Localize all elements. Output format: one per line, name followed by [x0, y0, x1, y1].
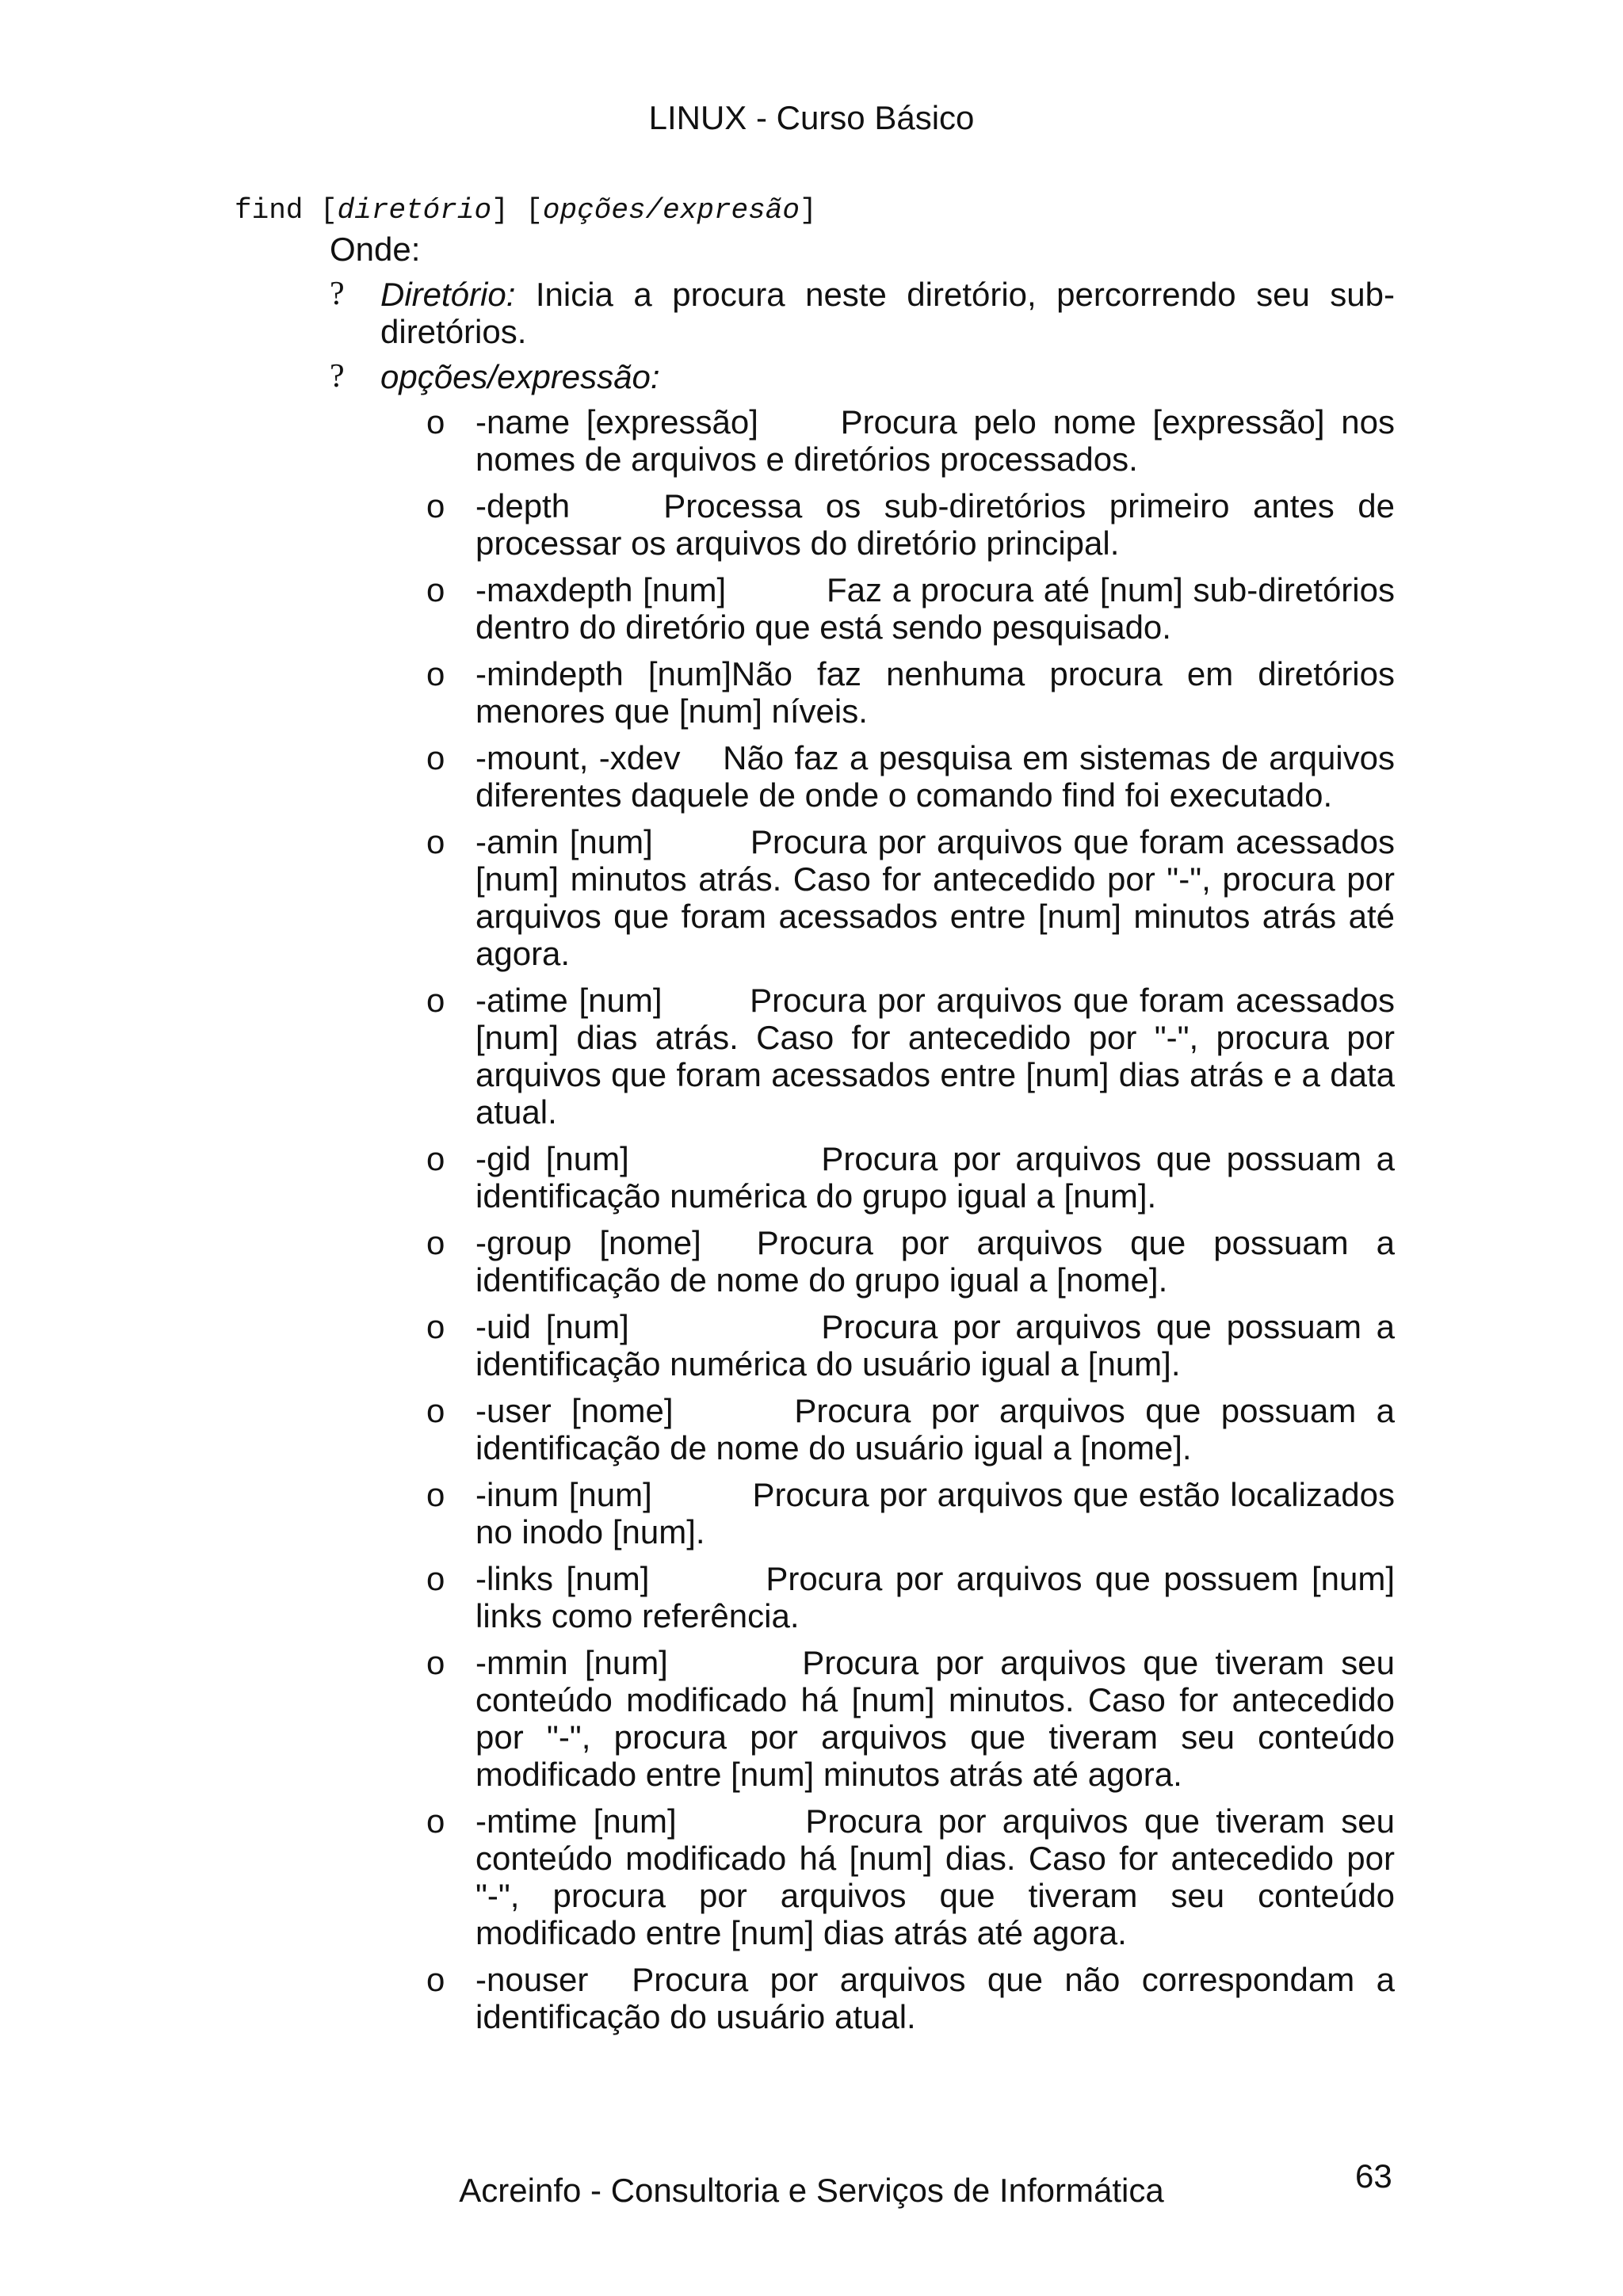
option-bullet: o	[426, 1802, 445, 1840]
option-flag: -name [expressão]	[475, 403, 758, 441]
option-bullet: o	[426, 571, 445, 608]
page-footer: Acreinfo - Consultoria e Serviços de Informática	[459, 2172, 1164, 2209]
option-description: Procura por arquivos que possuem [num] links como referência.	[475, 1560, 1395, 1634]
option-bullet: o	[426, 1392, 445, 1429]
param-term: Diretório:	[380, 276, 516, 313]
option-description: Não faz a pesquisa em sistemas de arquivos diferentes daquele de onde o comando find foi executado.	[475, 739, 1395, 814]
page-header: LINUX - Curso Básico	[648, 99, 975, 136]
option-item	[330, 1476, 1395, 1550]
option-flag: -mmin [num]	[475, 1644, 668, 1681]
option-text	[475, 1560, 1395, 1634]
option-text	[475, 1961, 1395, 2035]
option-gap	[726, 571, 827, 608]
param-content	[380, 276, 1395, 350]
option-description: Procura por arquivos que possuam a identificação numérica do usuário igual a [num].	[475, 1308, 1396, 1383]
option-text	[475, 823, 1395, 972]
option-description: Procura por arquivos que foram acessados [num] minutos atrás. Caso for antecedido por "-", procura por arquivos que foram acessados entre [num] minutos atrás até agora.	[475, 823, 1395, 972]
option-bullet: o	[426, 487, 445, 524]
option-gap	[677, 1802, 806, 1840]
option-description: Processa os sub-diretórios primeiro antes de processar os arquivos do diretório principal.	[475, 487, 1395, 562]
bracket-close: ]	[799, 194, 817, 227]
bracket-close: ]	[491, 194, 509, 227]
option-gap	[701, 1224, 757, 1261]
option-text	[475, 1140, 1395, 1215]
option-item	[330, 1802, 1395, 1951]
option-flag: -links [num]	[475, 1560, 650, 1597]
option-text	[475, 571, 1395, 646]
option-item	[330, 571, 1395, 646]
option-description: Procura por arquivos que possuam a identificação numérica do grupo igual a [num].	[475, 1140, 1396, 1215]
option-item	[330, 1224, 1395, 1299]
option-bullet: o	[426, 1224, 445, 1261]
option-description: Procura por arquivos que foram acessados [num] dias atrás. Caso for antecedido por "-", procura por arquivos que foram acessados entre [num] dias atrás e a data atual.	[475, 982, 1395, 1131]
option-flag: -uid [num]	[475, 1308, 629, 1345]
option-description: Procura por arquivos que não correspondam a identificação do usuário atual.	[475, 1961, 1395, 2035]
option-gap	[663, 982, 750, 1019]
option-gap	[681, 739, 724, 776]
page-number: 63	[1355, 2157, 1392, 2195]
option-description: Procura por arquivos que possuam a identificação de nome do usuário igual a [nome].	[475, 1392, 1396, 1466]
where-label: Onde:	[330, 231, 421, 268]
option-item	[330, 487, 1395, 562]
option-gap	[629, 1308, 822, 1345]
option-text	[475, 1476, 1395, 1550]
option-item	[330, 1560, 1395, 1634]
param-content	[380, 358, 1395, 395]
option-text	[475, 1224, 1395, 1299]
option-text	[475, 1392, 1395, 1466]
option-bullet: o	[426, 1560, 445, 1597]
option-description: Procura pelo nome [expressão] nos nomes de arquivos e diretórios processados.	[475, 403, 1395, 478]
option-description: Procura por arquivos que estão localizados no inodo [num].	[475, 1476, 1395, 1550]
option-flag: -maxdepth [num]	[475, 571, 727, 608]
param-directory	[330, 276, 1395, 350]
option-flag: -mount, -xdev	[475, 739, 681, 776]
option-flag: -gid [num]	[475, 1140, 629, 1177]
option-item	[330, 403, 1395, 478]
option-text	[475, 655, 1395, 730]
option-flag: -depth	[475, 487, 571, 524]
option-description: Procura por arquivos que possuam a identificação de nome do grupo igual a [nome].	[475, 1224, 1395, 1299]
option-item	[330, 1392, 1395, 1466]
option-item	[330, 982, 1395, 1131]
options-list	[330, 403, 1395, 2035]
option-flag: -mtime [num]	[475, 1802, 677, 1840]
option-text	[475, 1644, 1395, 1793]
option-item	[330, 1140, 1395, 1215]
option-flag: -user [nome]	[475, 1392, 674, 1429]
option-item	[330, 823, 1395, 972]
option-item	[330, 739, 1395, 814]
syntax-arg-options: opções/expresão	[542, 194, 800, 227]
option-description: Faz a procura até [num] sub-diretórios dentro do diretório que está sendo pesquisado.	[475, 571, 1395, 646]
bullet-glyph: ?	[330, 358, 345, 395]
option-gap	[588, 1961, 632, 1998]
param-description: Inicia a procura neste diretório, percorrendo seu sub-diretórios.	[380, 276, 1395, 350]
option-bullet: o	[426, 739, 445, 776]
option-bullet: o	[426, 403, 445, 441]
option-bullet: o	[426, 1308, 445, 1345]
option-item	[330, 1644, 1395, 1793]
option-text	[475, 403, 1395, 478]
option-text	[475, 1308, 1395, 1383]
param-term: opções/expressão:	[380, 358, 660, 395]
option-text	[475, 982, 1395, 1131]
option-text	[475, 739, 1395, 814]
option-gap	[629, 1140, 822, 1177]
option-text	[475, 1802, 1395, 1951]
bracket-open: [	[508, 194, 543, 227]
option-item	[330, 1308, 1395, 1383]
bullet-glyph: ?	[330, 276, 345, 312]
option-flag: -atime [num]	[475, 982, 663, 1019]
bracket-open: [	[303, 194, 338, 227]
option-bullet: o	[426, 1644, 445, 1681]
option-flag: -amin [num]	[475, 823, 653, 860]
option-bullet: o	[426, 1140, 445, 1177]
option-bullet: o	[426, 982, 445, 1019]
option-item	[330, 655, 1395, 730]
option-flag: -nouser	[475, 1961, 589, 1998]
option-flag: -mindepth [num]	[475, 655, 731, 692]
option-item	[330, 1961, 1395, 2035]
option-gap	[649, 1560, 766, 1597]
command-name: find	[235, 194, 304, 227]
option-gap	[674, 1392, 795, 1429]
parameter-list	[330, 276, 1395, 2045]
option-bullet: o	[426, 655, 445, 692]
option-text	[475, 487, 1395, 562]
option-bullet: o	[426, 823, 445, 860]
option-description: Procura por arquivos que tiveram seu conteúdo modificado há [num] minutos. Caso for antecedido por "-", procura por arquivos que tiveram seu conteúdo modificado entre [num] minutos atrás até agora.	[475, 1644, 1396, 1793]
option-gap	[668, 1644, 802, 1681]
option-description: Não faz nenhuma procura em diretórios menores que [num] níveis.	[475, 655, 1395, 730]
option-gap	[652, 1476, 753, 1513]
option-gap	[758, 403, 841, 441]
option-description: Procura por arquivos que tiveram seu conteúdo modificado há [num] dias. Caso for antecedido por "-", procura por arquivos que tiveram seu conteúdo modificado entre [num] dias atrás até agora.	[475, 1802, 1396, 1951]
option-bullet: o	[426, 1961, 445, 1998]
option-gap	[570, 487, 663, 524]
param-options	[330, 358, 1395, 395]
syntax-arg-directory: diretório	[337, 194, 492, 227]
command-syntax	[235, 193, 817, 228]
option-bullet: o	[426, 1476, 445, 1513]
option-gap	[653, 823, 750, 860]
option-flag: -group [nome]	[475, 1224, 701, 1261]
option-flag: -inum [num]	[475, 1476, 652, 1513]
